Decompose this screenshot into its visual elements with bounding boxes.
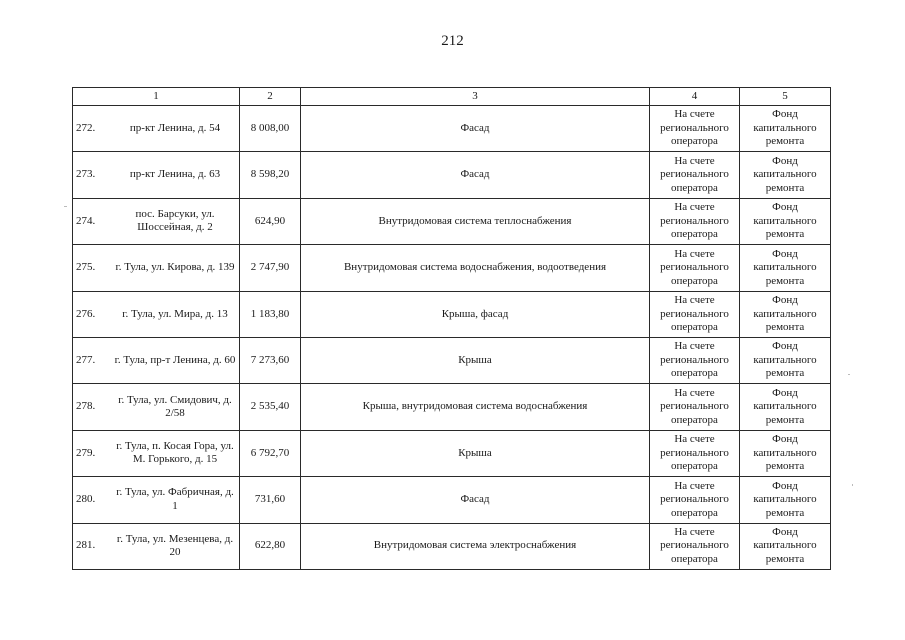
address-cell-content	[76, 394, 236, 421]
fund-source-cell: Фонд капитального ремонта	[740, 384, 831, 430]
fund-source-cell: Фонд капитального ремонта	[740, 245, 831, 291]
page-number: 212	[441, 33, 464, 49]
work-type-cell: Внутридомовая система электроснабжения	[301, 523, 650, 569]
row-number: 273.	[76, 168, 96, 181]
address-cell	[73, 291, 240, 337]
address-cell	[73, 152, 240, 198]
row-number: 274.	[76, 214, 96, 227]
row-number: 277.	[76, 353, 96, 366]
account-cell: На счете регионального оператора	[650, 384, 740, 430]
address-cell	[73, 106, 240, 152]
fund-source-cell: Фонд капитального ремонта	[740, 337, 831, 383]
table-row	[73, 198, 831, 244]
building-address: пос. Барсуки, ул. Шоссейная, д. 2	[135, 207, 215, 234]
address-cell	[73, 477, 240, 523]
scan-speck	[848, 374, 850, 375]
column-header-5: 5	[740, 88, 831, 106]
table-row	[73, 430, 831, 476]
row-number: 276.	[76, 307, 96, 320]
registry-table	[72, 87, 831, 570]
table-body	[73, 106, 831, 570]
area-cell: 2 747,90	[240, 245, 301, 291]
address-cell-content	[76, 122, 236, 136]
work-type-cell: Фасад	[301, 477, 650, 523]
account-cell: На счете регионального оператора	[650, 152, 740, 198]
work-type-cell: Внутридомовая система теплоснабжения	[301, 198, 650, 244]
column-header-2: 2	[240, 88, 301, 106]
address-cell	[73, 198, 240, 244]
column-header-1: 1	[73, 88, 240, 106]
building-address: г. Тула, ул. Мира, д. 13	[122, 307, 228, 320]
account-cell: На счете регионального оператора	[650, 477, 740, 523]
account-cell: На счете регионального оператора	[650, 198, 740, 244]
scan-speck	[852, 484, 853, 486]
table-row	[73, 523, 831, 569]
work-type-cell: Крыша, внутридомовая система водоснабжения	[301, 384, 650, 430]
address-cell-content	[76, 440, 236, 467]
building-address: г. Тула, ул. Фабричная, д. 1	[116, 486, 234, 512]
building-address: г. Тула, п. Косая Гора, ул. М. Горького, д. 15	[116, 439, 234, 466]
table-row	[73, 245, 831, 291]
building-address: г. Тула, ул. Смидович, д. 2/58	[118, 393, 232, 420]
fund-source-cell: Фонд капитального ремонта	[740, 430, 831, 476]
area-cell: 8 008,00	[240, 106, 301, 152]
account-cell: На счете регионального оператора	[650, 245, 740, 291]
work-type-cell: Крыша	[301, 337, 650, 383]
table-row	[73, 106, 831, 152]
address-cell-content	[76, 261, 236, 275]
column-header-4: 4	[650, 88, 740, 106]
address-cell	[73, 245, 240, 291]
area-cell: 7 273,60	[240, 337, 301, 383]
address-cell-content	[76, 354, 236, 368]
account-cell: На счете регионального оператора	[650, 291, 740, 337]
area-cell: 731,60	[240, 477, 301, 523]
fund-source-cell: Фонд капитального ремонта	[740, 477, 831, 523]
table-header	[73, 88, 831, 106]
account-cell: На счете регионального оператора	[650, 430, 740, 476]
row-number: 272.	[76, 121, 96, 134]
account-cell: На счете регионального оператора	[650, 106, 740, 152]
fund-source-cell: Фонд капитального ремонта	[740, 152, 831, 198]
scan-speck	[64, 206, 67, 207]
address-cell-content	[76, 308, 236, 322]
area-cell: 1 183,80	[240, 291, 301, 337]
address-cell	[73, 523, 240, 569]
fund-source-cell: Фонд капитального ремонта	[740, 523, 831, 569]
header-row	[73, 88, 831, 106]
row-number: 280.	[76, 493, 96, 506]
account-cell: На счете регионального оператора	[650, 337, 740, 383]
row-number: 281.	[76, 539, 96, 552]
building-address: пр-кт Ленина, д. 63	[129, 168, 221, 181]
building-address: пр-кт Ленина, д. 54	[129, 121, 221, 134]
table-row	[73, 384, 831, 430]
address-cell	[73, 384, 240, 430]
area-cell: 6 792,70	[240, 430, 301, 476]
building-address: г. Тула, ул. Кирова, д. 139	[115, 261, 235, 274]
work-type-cell: Внутридомовая система водоснабжения, водоотведения	[301, 245, 650, 291]
account-cell: На счете регионального оператора	[650, 523, 740, 569]
work-type-cell: Фасад	[301, 106, 650, 152]
table-row	[73, 477, 831, 523]
address-cell	[73, 337, 240, 383]
work-type-cell: Крыша	[301, 430, 650, 476]
building-address: г. Тула, пр-т Ленина, д. 60	[114, 353, 236, 366]
area-cell: 624,90	[240, 198, 301, 244]
address-cell-content	[76, 168, 236, 182]
column-header-3: 3	[301, 88, 650, 106]
fund-source-cell: Фонд капитального ремонта	[740, 291, 831, 337]
area-cell: 622,80	[240, 523, 301, 569]
address-cell-content	[76, 533, 236, 560]
work-type-cell: Фасад	[301, 152, 650, 198]
table-row	[73, 152, 831, 198]
row-number: 278.	[76, 400, 96, 413]
table-row	[73, 291, 831, 337]
fund-source-cell: Фонд капитального ремонта	[740, 198, 831, 244]
row-number: 275.	[76, 261, 96, 274]
area-cell: 8 598,20	[240, 152, 301, 198]
table-row	[73, 337, 831, 383]
work-type-cell: Крыша, фасад	[301, 291, 650, 337]
area-cell: 2 535,40	[240, 384, 301, 430]
address-cell-content	[76, 208, 236, 235]
address-cell-content	[76, 486, 236, 513]
building-address: г. Тула, ул. Мезенцева, д. 20	[116, 532, 234, 559]
row-number: 279.	[76, 446, 96, 459]
fund-source-cell: Фонд капитального ремонта	[740, 106, 831, 152]
address-cell	[73, 430, 240, 476]
